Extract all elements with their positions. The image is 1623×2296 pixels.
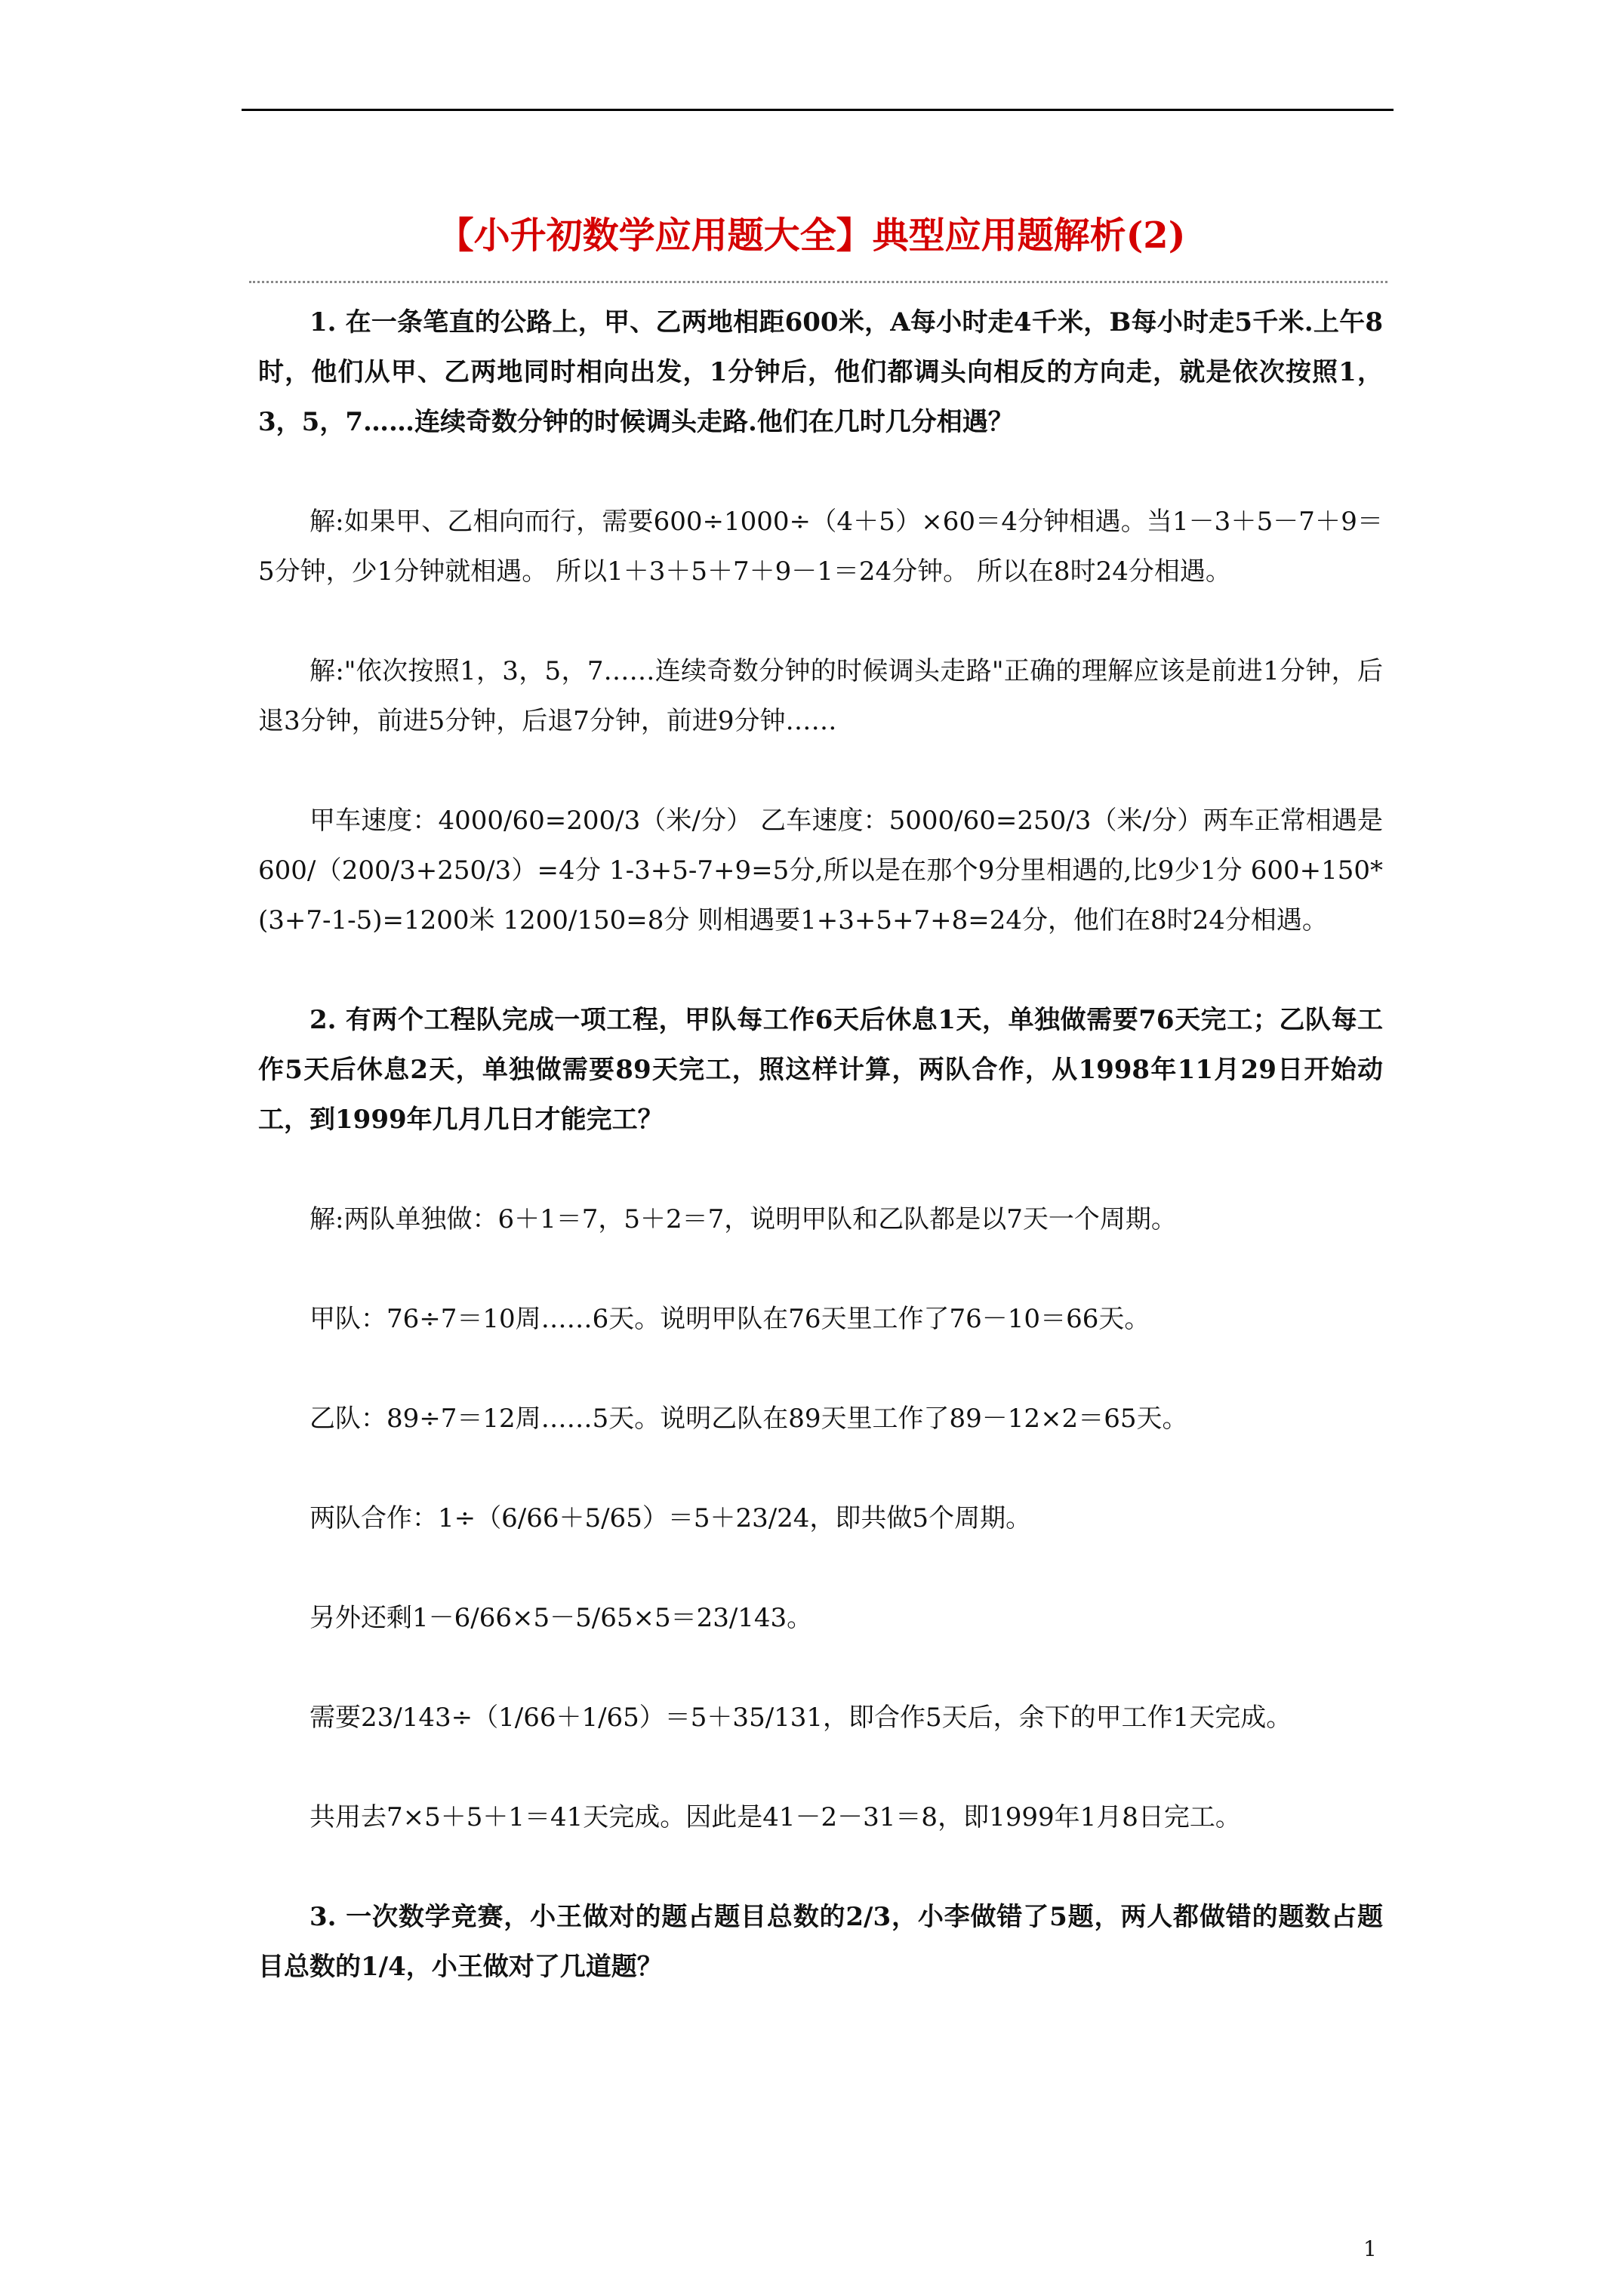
paragraph: 1. 在一条笔直的公路上，甲、乙两地相距600米，A每小时走4千米，B每小时走5千米.上午8时，他们从甲、乙两地同时相向出发，1分钟后，他们都调头向相反的方向走，就是依次按照1，3，5，7……连续奇数分钟的时候调头走路.他们在几时几分相遇？ [258,307,1383,437]
paragraph: 需要23/143÷（1/66＋1/65）＝5＋35/131，即合作5天后，余下的甲工作1天完成。 [310,1703,1292,1733]
header-rule [242,109,1394,111]
paragraph: 乙队：89÷7＝12周……5天。说明乙队在89天里工作了89－12×2＝65天。 [310,1404,1188,1434]
title-divider [249,281,1387,283]
document-body [258,297,1383,2042]
paragraph: 两队合作：1÷（6/66＋5/65）＝5＋23/24，即共做5个周期。 [310,1503,1032,1533]
document-title: 【小升初数学应用题大全】典型应用题解析(2) [437,214,1186,257]
paragraph: 另外还剩1－6/66×5－5/65×5＝23/143。 [310,1603,813,1633]
paragraph: 解:"依次按照1，3，5，7……连续奇数分钟的时候调头走路"正确的理解应该是前进1分钟，后退3分钟，前进5分钟，后退7分钟，前进9分钟…… [258,656,1383,736]
paragraph: 2. 有两个工程队完成一项工程，甲队每工作6天后休息1天，单独做需要76天完工；乙队每工作5天后休息2天，单独做需要89天完工，照这样计算，两队合作，从1998年11月29日开始动工，到1999年几月几日才能完工？ [258,1005,1383,1135]
paragraph: 解:如果甲、乙相向而行，需要600÷1000÷（4＋5）×60＝4分钟相遇。当1－3＋5－7＋9＝5分钟，少1分钟就相遇。 所以1＋3＋5＋7＋9－1＝24分钟。 所以在8时24分相遇。 [258,507,1383,587]
paragraph: 甲车速度：4000/60=200/3（米/分） 乙车速度：5000/60=250/3（米/分）两车正常相遇是600/（200/3+250/3）=4分 1-3+5-7+9=5分,所以是在那个9分里相遇的,比9少1分 600+150*(3+7-1-5)=1200米 1200/150=8分 则相遇要1+3+5+7+8=24分，他们在8时24分相遇。 [258,806,1383,935]
paragraph: 解:两队单独做：6＋1＝7，5＋2＝7，说明甲队和乙队都是以7天一个周期。 [310,1204,1177,1234]
paragraph: 甲队：76÷7＝10周……6天。说明甲队在76天里工作了76－10＝66天。 [310,1304,1150,1334]
page-number: 1 [1363,2236,1377,2261]
paragraph: 3. 一次数学竞赛，小王做对的题占题目总数的2/3，小李做错了5题，两人都做错的题数占题目总数的1/4，小王做对了几道题？ [258,1902,1383,1982]
paragraph: 共用去7×5＋5＋1＝41天完成。因此是41－2－31＝8，即1999年1月8日完工。 [310,1802,1241,1832]
